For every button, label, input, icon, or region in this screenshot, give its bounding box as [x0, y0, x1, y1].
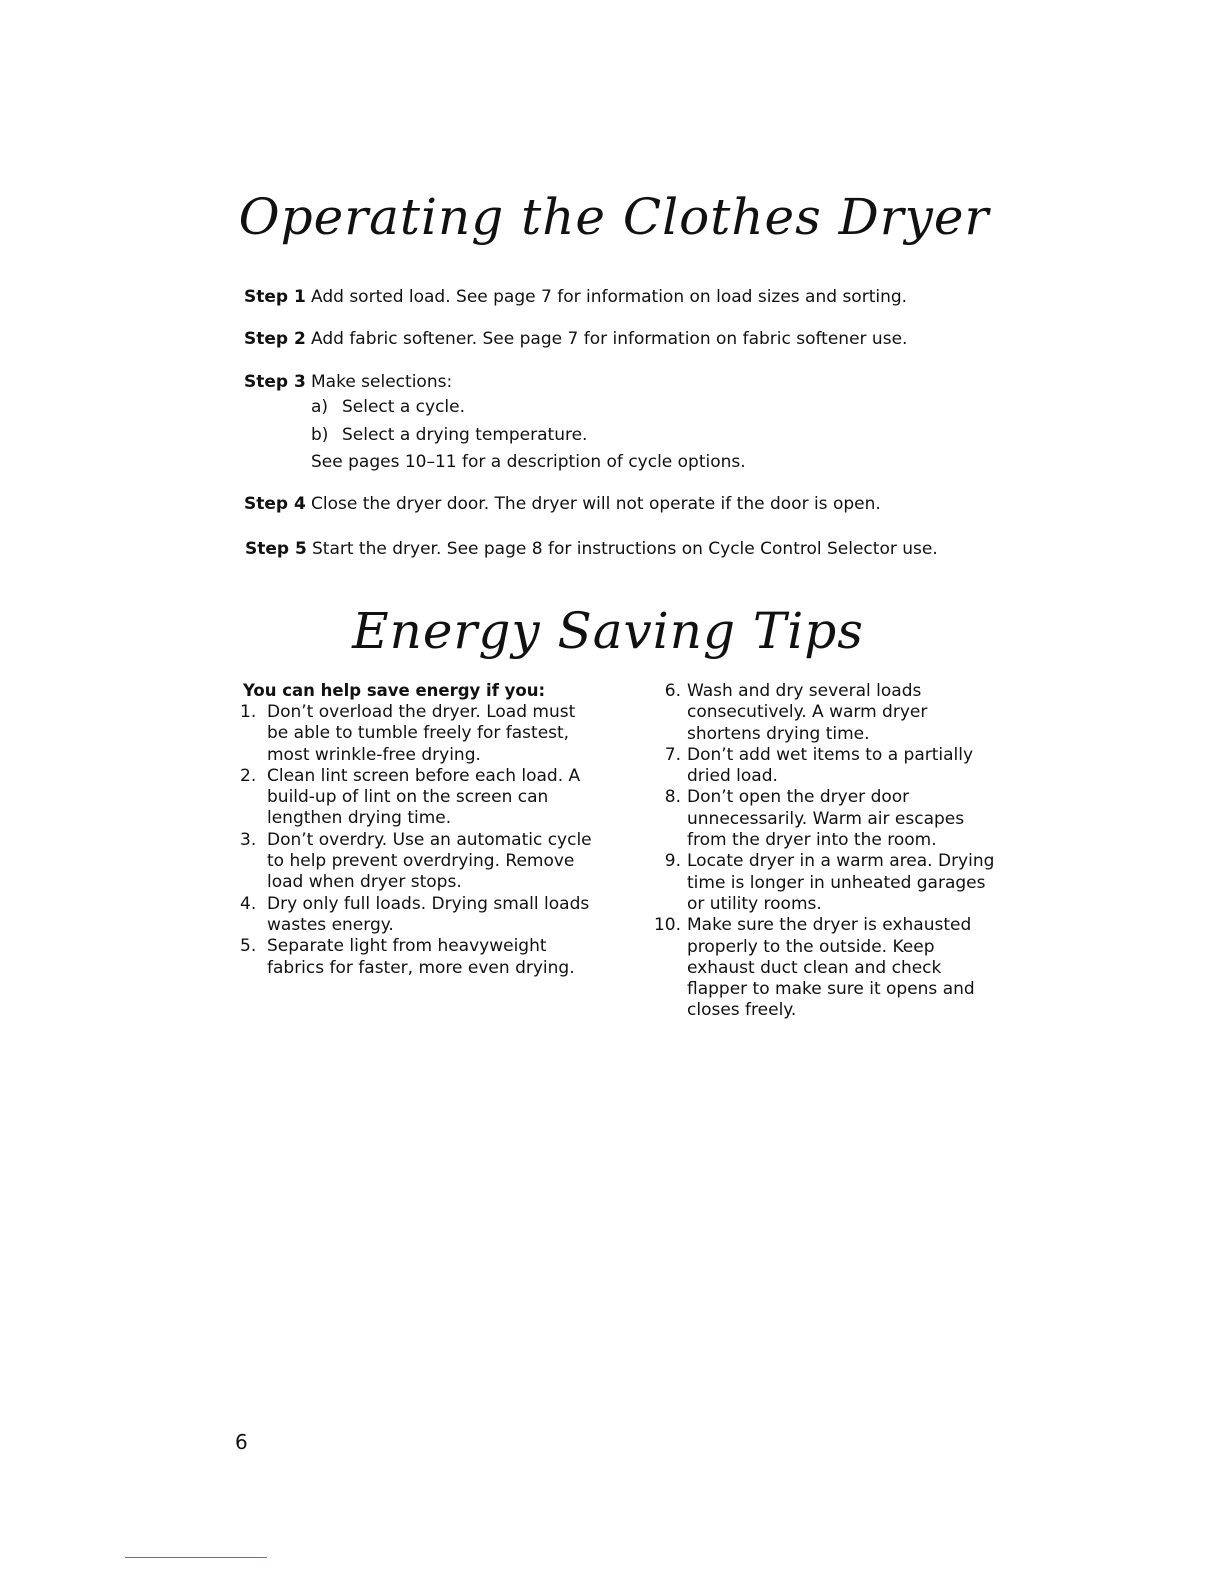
step-1 — [244, 286, 907, 308]
tip-item — [240, 766, 600, 830]
tip-number: 5. — [240, 936, 257, 957]
tip-text: Dry only full loads. Drying small loads wastes energy. — [267, 893, 590, 935]
tip-text: Don’t add wet items to a partially dried load. — [687, 744, 974, 787]
step-3-subitem-a — [311, 396, 465, 418]
subitem-letter: a) — [311, 397, 329, 417]
tip-number: 1. — [240, 702, 257, 722]
step-4 — [244, 493, 881, 515]
tip-item — [646, 745, 1006, 788]
tip-text: Don’t open the dryer door unnecessarily. Warm air escapes from the dryer into the room. — [687, 787, 965, 851]
tip-text: Don’t overdry. Use an automatic cycle to help prevent overdrying. Remove load when dryer stops. — [267, 829, 592, 893]
step-text: Add sorted load. See page 7 for information on load sizes and sorting. — [311, 287, 908, 307]
tip-text: Wash and dry several loads consecutively. A warm dryer shortens drying time. — [687, 681, 928, 744]
energy-title: Energy Saving Tips — [352, 602, 864, 660]
step-3-note: See pages 10–11 for a description of cycle options. — [311, 452, 746, 472]
tip-text: Don’t overload the dryer. Load must be able to tumble freely for fastest, most wrinkle-free drying. — [267, 702, 576, 765]
step-label: Step 4 — [244, 494, 306, 514]
tip-number: 8. — [664, 787, 681, 808]
tip-item — [646, 851, 1006, 915]
tip-number: 2. — [240, 765, 257, 786]
energy-intro: You can help save energy if you: — [243, 681, 546, 700]
tip-number: 4. — [240, 893, 257, 914]
step-label: Step 5 — [245, 539, 307, 559]
tip-number: 9. — [664, 851, 681, 872]
tip-number: 6. — [664, 681, 681, 701]
page-number: 6 — [235, 1430, 248, 1454]
page-title: Operating the Clothes Dryer — [238, 188, 990, 246]
tip-number: 10. — [653, 915, 681, 936]
tip-item — [240, 894, 600, 937]
subitem-text: Select a drying temperature. — [342, 425, 588, 445]
step-5 — [245, 538, 938, 560]
step-label: Step 2 — [244, 329, 306, 349]
step-text: Close the dryer door. The dryer will not operate if the door is open. — [311, 494, 881, 514]
tip-item — [240, 830, 600, 894]
footer-divider — [125, 1557, 267, 1558]
subitem-text: Select a cycle. — [342, 397, 466, 417]
tip-item — [646, 681, 1006, 745]
tip-item — [240, 936, 600, 979]
step-text: Make selections: — [311, 372, 453, 392]
step-text: Start the dryer. See page 8 for instructions on Cycle Control Selector use. — [312, 539, 938, 559]
tip-text: Locate dryer in a warm area. Drying time is longer in unheated garages or utility rooms. — [687, 851, 995, 914]
subitem-letter: b) — [311, 425, 329, 445]
step-label: Step 3 — [244, 372, 306, 392]
tip-number: 3. — [240, 829, 257, 850]
tip-item — [646, 787, 1006, 851]
tip-text: Clean lint screen before each load. A build-up of lint on the screen can lengthen drying time. — [267, 765, 581, 829]
step-2 — [244, 328, 907, 350]
tip-item — [240, 702, 600, 766]
step-text: Add fabric softener. See page 7 for information on fabric softener use. — [311, 329, 908, 349]
tips-list-right — [646, 681, 1006, 1022]
step-3 — [244, 371, 452, 393]
step-3-subitem-b — [311, 424, 587, 446]
tip-text: Separate light from heavyweight fabrics for faster, more even drying. — [267, 936, 575, 978]
tip-number: 7. — [664, 744, 681, 765]
step-label: Step 1 — [244, 287, 306, 307]
tip-item — [646, 915, 1006, 1021]
tips-list-left — [240, 702, 600, 979]
tip-text: Make sure the dryer is exhausted properly to the outside. Keep exhaust duct clean and check flapper to make sure it opens and closes freely. — [687, 915, 975, 1021]
